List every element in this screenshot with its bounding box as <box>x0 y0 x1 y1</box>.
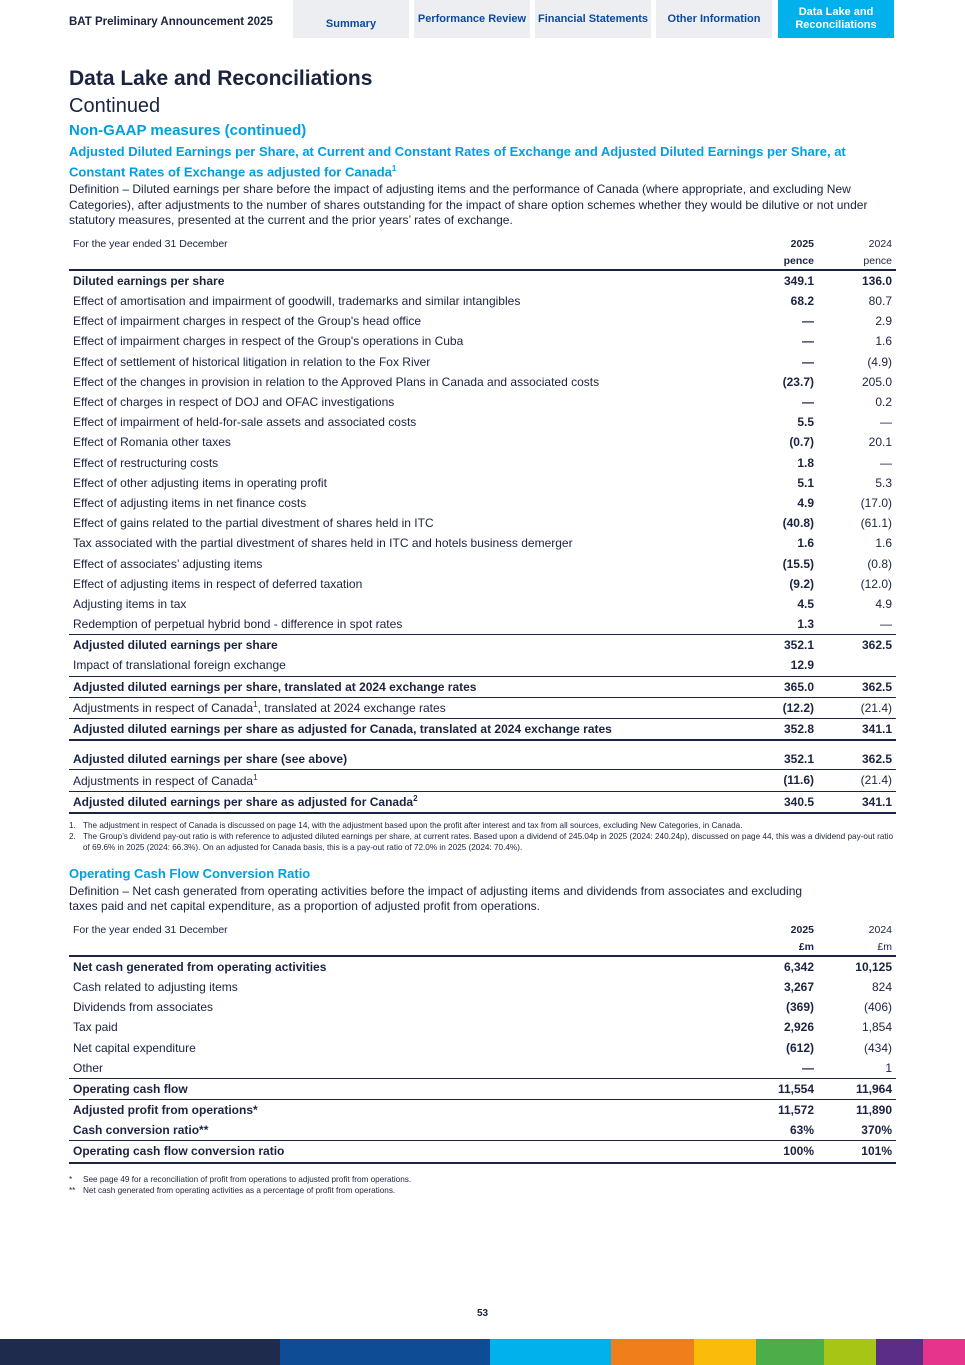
value-2025: 340.5 <box>730 791 818 813</box>
value-2025: 11,572 <box>730 1100 818 1121</box>
table-units: pence pence <box>69 253 896 270</box>
row-label: Adjusted diluted earnings per share, translated at 2024 exchange rates <box>69 676 730 697</box>
row-label: Effect of amortisation and impairment of goodwill, trademarks and similar intangibles <box>73 294 521 309</box>
row-label: Effect of other adjusting items in operating profit <box>73 475 327 490</box>
value-2024: 370% <box>861 1123 892 1138</box>
value-2024: — <box>880 455 892 470</box>
value-2025: (12.2) <box>730 697 818 718</box>
value-2025: 365.0 <box>730 676 818 697</box>
ocf-footnotes <box>69 1174 896 1196</box>
row-label: Effect of charges in respect of DOJ and OFAC investigations <box>73 395 395 410</box>
row-label: Effect of impairment of held-for-sale assets and associated costs <box>73 415 417 430</box>
value-2024: 341.1 <box>818 718 896 740</box>
table-row <box>69 331 896 351</box>
ocf-table <box>69 921 896 1164</box>
value-2024: (0.8) <box>867 556 892 571</box>
footnote: 2. The Group’s dividend pay-out ratio is with reference to adjusted diluted earnings per share, at current rates. Based upon a dividend of 245.04p in 2025 (2024: 240.24p), discussed on page 44, this was a dividend pay-out ratio of 69.6% in 2025 (2024: 66.3%). On an adjusted for Canada basis, this is a pay-out ratio of 72.0% in 2025 (2024: 70.4%). <box>69 831 894 852</box>
row-label: Effect of the changes in provision in relation to the Approved Plans in Canada and associated costs <box>73 374 600 389</box>
row-label: Adjusted diluted earnings per share as adjusted for Canada, translated at 2024 exchange rates <box>69 718 730 740</box>
row-label: Effect of Romania other taxes <box>73 435 231 450</box>
row-label: Adjusted diluted earnings per share (see above) <box>73 752 348 767</box>
top-navigation <box>0 0 965 38</box>
color-bar-segment <box>824 1339 876 1365</box>
color-bar-segment <box>694 1339 756 1365</box>
row-label: Adjusted profit from operations* <box>69 1100 730 1121</box>
row-label: Cash conversion ratio** <box>73 1123 209 1138</box>
value-2025: 68.2 <box>790 294 814 309</box>
row-label: Adjustments in respect of Canada$^1$ <box>69 770 730 791</box>
table-units: £m £m <box>69 939 896 956</box>
table-row <box>69 956 896 977</box>
row-label: Adjusted diluted earnings per share <box>69 635 730 656</box>
color-bar-segment <box>923 1339 965 1365</box>
value-2025: (23.7) <box>782 374 814 389</box>
table-row <box>69 718 896 740</box>
value-2025: 63% <box>789 1123 814 1138</box>
value-2024: 205.0 <box>861 374 892 389</box>
table-row <box>69 635 896 656</box>
page-number: 53 <box>476 1308 489 1319</box>
table-row <box>69 614 896 635</box>
table-row <box>69 1017 896 1037</box>
eps-definition: Definition – Diluted earnings per share before the impact of adjusting items and the performance of Canada (where appropriate, and excluding New Categories), after adjustments to the number of shares outstanding for the impact of share option schemes whether they would be dilutive or not under statutory measures, presented at the current and the prior years’ rates of exchange. <box>69 182 868 228</box>
value-2025: 349.1 <box>783 273 814 288</box>
row-label: Tax associated with the partial divestment of shares held in ITC and hotels business demerger <box>73 536 573 551</box>
footnote: ** Net cash generated from operating activities as a percentage of profit from operations. <box>69 1185 396 1195</box>
value-2025: 1.6 <box>797 536 814 551</box>
row-label: Operating cash flow conversion ratio <box>69 1141 730 1163</box>
value-2025: 12.9 <box>790 658 814 673</box>
value-2024: 10,125 <box>855 959 892 974</box>
tab-data-lake[interactable]: Data Lake and Reconciliations <box>778 0 894 38</box>
table-row <box>69 997 896 1017</box>
value-2025: 5.5 <box>797 415 814 430</box>
tab-financial-statements[interactable]: Financial Statements <box>535 0 651 38</box>
row-label: Dividends from associates <box>73 1000 214 1015</box>
color-bar-segment <box>876 1339 923 1365</box>
value-2024: 4.9 <box>875 596 892 611</box>
value-2024: 101% <box>818 1141 896 1163</box>
table-row <box>69 533 896 553</box>
value-2024: (434) <box>863 1040 892 1055</box>
table-row <box>69 1100 896 1121</box>
tab-summary[interactable]: Summary <box>293 0 409 38</box>
value-2024: (21.4) <box>818 770 896 791</box>
value-2024: 5.3 <box>875 475 892 490</box>
value-2025: (40.8) <box>782 516 814 531</box>
eps-heading: Adjusted Diluted Earnings per Share, at Current and Constant Rates of Exchange and Adjusted Diluted Earnings per Share, at Constant Rates of Exchange as adjusted for Canada$^1$ <box>69 144 846 180</box>
color-bar-segment <box>280 1339 490 1365</box>
page-title: Data Lake and Reconciliations <box>69 67 373 90</box>
value-2025: 1.8 <box>797 455 814 470</box>
row-label: Effect of impairment charges in respect of the Group's operations in Cuba <box>73 334 464 349</box>
table-row <box>69 553 896 573</box>
table-row <box>69 1078 896 1099</box>
value-2025: 1.3 <box>797 617 814 632</box>
table-header: For the year ended 31 December 2025 2024 <box>73 923 892 936</box>
page-subtitle: Continued <box>69 95 161 117</box>
table-row <box>69 412 896 432</box>
value-2025: (9.2) <box>789 576 814 591</box>
row-label: Effect of adjusting items in net finance costs <box>73 495 307 510</box>
row-label: Effect of adjusting items in respect of deferred taxation <box>73 576 363 591</box>
value-2025: 4.9 <box>797 495 814 510</box>
table-row <box>69 473 896 493</box>
brand-title: BAT Preliminary Announcement 2025 <box>69 16 273 28</box>
row-label: Adjusted diluted earnings per share as adjusted for Canada$^2$ <box>69 791 730 813</box>
table-row <box>69 1141 896 1163</box>
footnote: 1. The adjustment in respect of Canada is discussed on page 14, with the adjustment based upon the profit after interest and tax from all sources, excluding New Categories, in Canada. <box>69 820 743 830</box>
value-2025: 100% <box>730 1141 818 1163</box>
color-bar-segment <box>756 1339 824 1365</box>
table-row <box>69 513 896 533</box>
table-row <box>69 352 896 372</box>
row-label: Net capital expenditure <box>73 1040 196 1055</box>
row-label: Impact of translational foreign exchange <box>73 658 286 673</box>
value-2025: (612) <box>785 1040 814 1055</box>
value-2025: — <box>802 1060 814 1075</box>
value-2024: 824 <box>871 979 892 994</box>
color-bar-segment <box>611 1339 694 1365</box>
value-2024: 1 <box>885 1060 892 1075</box>
value-2025: 2,926 <box>783 1020 814 1035</box>
value-2024: (21.4) <box>818 697 896 718</box>
value-2024: — <box>880 617 892 632</box>
value-2024: 20.1 <box>868 435 892 450</box>
value-2024: (406) <box>863 1000 892 1015</box>
row-label: Effect of settlement of historical litigation in relation to the Fox River <box>73 354 431 369</box>
value-2024: 2.9 <box>875 314 892 329</box>
row-label: Tax paid <box>73 1020 118 1035</box>
row-label: Effect of gains related to the partial divestment of shares held in ITC <box>73 516 434 531</box>
row-label: Cash related to adjusting items <box>73 979 238 994</box>
value-2024: 0.2 <box>875 395 892 410</box>
table-row <box>69 697 896 718</box>
table-row <box>69 1120 896 1141</box>
value-2024: 11,964 <box>818 1078 896 1099</box>
value-2024: 136.0 <box>861 273 892 288</box>
value-2024: 362.5 <box>861 752 892 767</box>
row-label: Effect of associates’ adjusting items <box>73 556 263 571</box>
table-header: For the year ended 31 December 2025 2024 <box>73 237 892 250</box>
value-2025: 352.1 <box>783 752 814 767</box>
tab-other-information[interactable]: Other Information <box>656 0 772 38</box>
eps-table <box>69 235 896 814</box>
table-row <box>69 270 896 291</box>
value-2024: 1.6 <box>875 334 892 349</box>
table-row <box>69 372 896 392</box>
value-2025: — <box>802 314 814 329</box>
value-2024: 1.6 <box>875 536 892 551</box>
table-row <box>69 493 896 513</box>
value-2025: 352.1 <box>730 635 818 656</box>
value-2024: 11,890 <box>818 1100 896 1121</box>
footnote: * See page 49 for a reconciliation of profit from operations to adjusted profit from operations. <box>69 1174 412 1184</box>
value-2025: 5.1 <box>797 475 814 490</box>
value-2024: 362.5 <box>818 635 896 656</box>
value-2024: 80.7 <box>868 294 892 309</box>
table-row <box>69 770 896 791</box>
table-row <box>69 392 896 412</box>
value-2024: — <box>880 415 892 430</box>
section-heading: Non-GAAP measures (continued) <box>69 122 307 139</box>
value-2025: 6,342 <box>783 959 814 974</box>
value-2024: (17.0) <box>860 495 892 510</box>
ocf-heading: Operating Cash Flow Conversion Ratio <box>69 865 311 881</box>
table-row <box>69 574 896 594</box>
color-bar-segment <box>490 1339 611 1365</box>
row-label: Operating cash flow <box>69 1078 730 1099</box>
table-row <box>69 1037 896 1057</box>
row-label: Redemption of perpetual hybrid bond - difference in spot rates <box>73 617 403 632</box>
main-content <box>69 66 896 1196</box>
value-2025: (11.6) <box>730 770 818 791</box>
table-row <box>69 791 896 813</box>
table-row <box>69 594 896 614</box>
row-label: Diluted earnings per share <box>73 273 225 288</box>
table-row <box>69 311 896 331</box>
table-row <box>69 291 896 311</box>
table-row <box>69 1058 896 1079</box>
tab-performance-review[interactable]: Performance Review <box>414 0 530 38</box>
value-2025: (369) <box>785 1000 814 1015</box>
value-2024: 341.1 <box>818 791 896 813</box>
value-2025: 352.8 <box>730 718 818 740</box>
value-2025: — <box>802 395 814 410</box>
row-label: Effect of restructuring costs <box>73 455 219 470</box>
row-label: Adjustments in respect of Canada$^1$, translated at 2024 exchange rates <box>69 697 730 718</box>
value-2025: 11,554 <box>730 1078 818 1099</box>
value-2025: — <box>802 334 814 349</box>
value-2025: 3,267 <box>783 979 814 994</box>
eps-footnotes <box>69 820 896 853</box>
value-2024: 362.5 <box>818 676 896 697</box>
table-row <box>69 453 896 473</box>
row-label: Adjusting items in tax <box>73 596 187 611</box>
table-row <box>69 655 896 676</box>
value-2024 <box>818 655 896 676</box>
value-2025: (15.5) <box>782 556 814 571</box>
table-row <box>69 749 896 770</box>
row-label: Net cash generated from operating activities <box>73 959 327 974</box>
row-label: Other <box>73 1060 104 1075</box>
value-2024: (12.0) <box>860 576 892 591</box>
value-2024: (61.1) <box>860 516 892 531</box>
value-2025: 4.5 <box>797 596 814 611</box>
table-row <box>69 977 896 997</box>
value-2024: 1,854 <box>861 1020 892 1035</box>
ocf-definition: Definition – Net cash generated from operating activities before the impact of adjusting items and dividends from associates and excluding taxes paid and net capital expenditure, as a proportion of adjusted profit from operations. <box>69 883 803 914</box>
table-row <box>69 432 896 452</box>
value-2025: (0.7) <box>789 435 814 450</box>
table-row <box>69 676 896 697</box>
value-2025: — <box>802 354 814 369</box>
row-label: Effect of impairment charges in respect of the Group's head office <box>73 314 422 329</box>
value-2024: (4.9) <box>867 354 892 369</box>
color-bar-segment <box>0 1339 280 1365</box>
